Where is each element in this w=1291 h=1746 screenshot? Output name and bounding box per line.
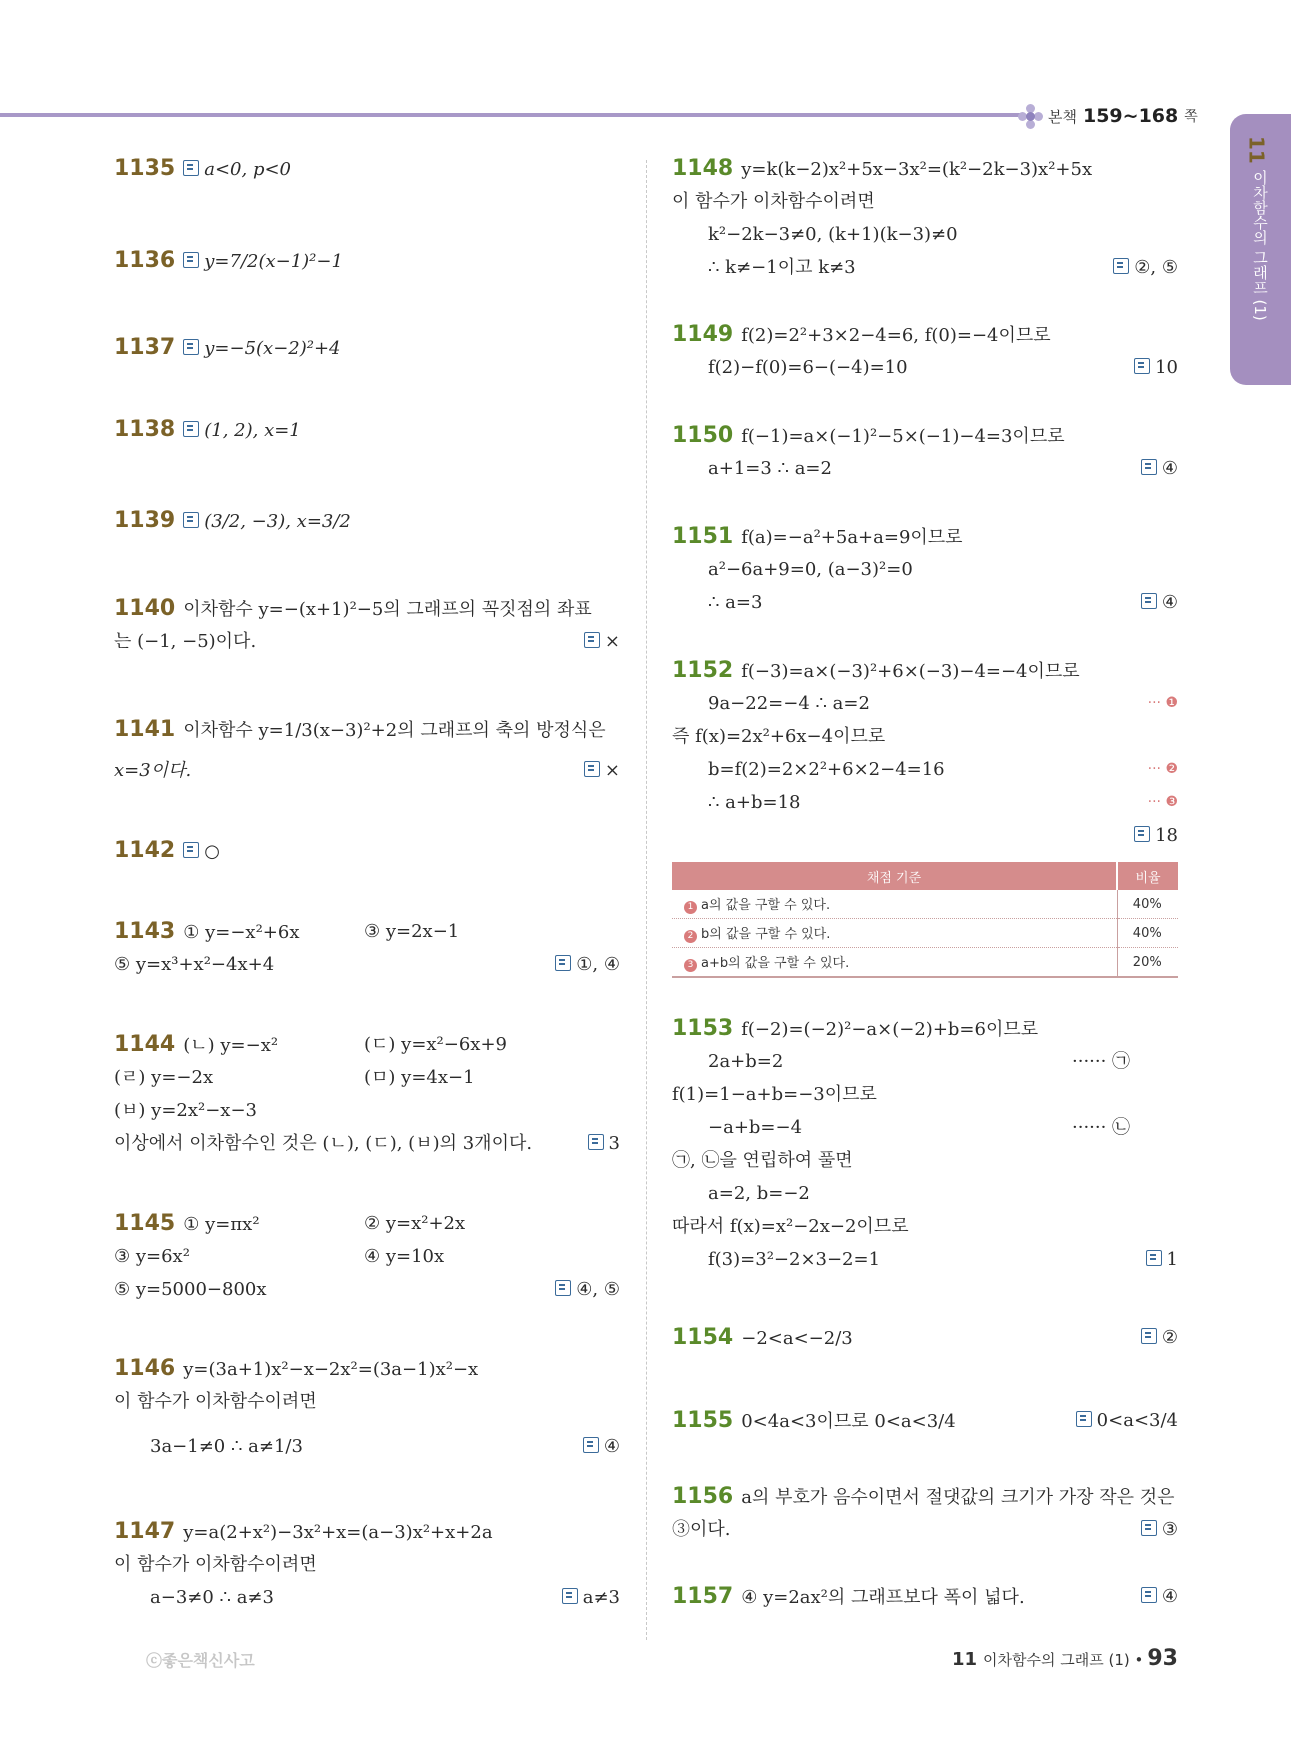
answer-text: ④ — [1161, 592, 1178, 613]
header-rule — [0, 113, 1021, 117]
answer-text: ④ — [1161, 1586, 1178, 1607]
answer-text: (1, 2), x=1 — [204, 420, 301, 441]
answer-text: a<0, p<0 — [204, 159, 291, 180]
choice: ① y=πx² — [183, 1214, 260, 1235]
problem-number: 1153 — [672, 1016, 734, 1041]
text-line: ③이다. — [672, 1519, 731, 1540]
text-line: y=(3a+1)x²−x−2x²=(3a−1)x²−x — [183, 1359, 479, 1380]
step-circle-icon: 3 — [684, 959, 697, 972]
step-circle-icon: 1 — [684, 901, 697, 914]
text-line: 9a−22=−4 ∴ a=2 — [708, 693, 870, 714]
table-row — [672, 948, 1178, 978]
criteria-percent: 20% — [1117, 948, 1178, 978]
choice: ① y=−x²+6x — [183, 922, 300, 943]
text-line: 즉 f(x)=2x²+6x−4이므로 — [672, 726, 886, 747]
answer-box-icon — [183, 421, 199, 437]
page-number: 93 — [1147, 1646, 1178, 1671]
text-line: ∴ k≠−1이고 k≠3 — [708, 257, 856, 278]
problem-number: 1155 — [672, 1408, 734, 1433]
problem-1144 — [114, 1028, 620, 1160]
answer-text: 18 — [1155, 825, 1178, 846]
text-line: b=f(2)=2×2²+6×2−4=16 — [708, 759, 945, 780]
header-label: 본책 — [1048, 107, 1077, 126]
problem-1145 — [114, 1207, 620, 1306]
problem-1137 — [114, 331, 620, 365]
answer-text: ①, ④ — [576, 954, 620, 975]
text-line: 는 (−1, −5)이다. — [114, 631, 257, 652]
text-line: f(2)−f(0)=6−(−4)=10 — [708, 357, 908, 378]
choice: ② y=x²+2x — [364, 1213, 466, 1234]
problem-number: 1137 — [114, 335, 176, 360]
text-line: 이 함수가 이차함수이려면 — [672, 191, 875, 212]
chapter-tab — [1230, 114, 1291, 385]
problem-number: 1138 — [114, 417, 176, 442]
criteria-text: a+b의 값을 구할 수 있다. — [701, 956, 850, 971]
choice: (ㄴ) y=−x² — [183, 1035, 279, 1056]
text-line: ㉠, ㉡을 연립하여 풀면 — [672, 1150, 853, 1171]
text-line: f(−2)=(−2)²−a×(−2)+b=6이므로 — [741, 1019, 1039, 1040]
problem-number: 1142 — [114, 838, 176, 863]
criteria-percent: 40% — [1117, 890, 1178, 919]
choice: (ㄷ) y=x²−6x+9 — [364, 1034, 507, 1055]
choice: ④ y=10x — [364, 1246, 445, 1267]
answer-box-icon — [583, 1437, 599, 1453]
text-line: ④ y=2ax²의 그래프보다 폭이 넓다. — [741, 1587, 1025, 1608]
page-range-header — [1018, 101, 1198, 131]
problem-number: 1139 — [114, 508, 176, 533]
problem-number: 1156 — [672, 1484, 734, 1509]
answer-text: ② — [1161, 1327, 1178, 1348]
text-line: ∴ a+b=18 — [708, 792, 801, 813]
choice: ⑤ y=5000−800x — [114, 1279, 267, 1300]
answer-text: y=−5(x−2)²+4 — [204, 338, 341, 359]
text-line: a의 부호가 음수이면서 절댓값의 크기가 가장 작은 것은 — [741, 1487, 1175, 1508]
answer-box-icon — [1134, 826, 1150, 842]
problem-number: 1146 — [114, 1356, 176, 1381]
choice: (ㅁ) y=4x−1 — [364, 1067, 475, 1088]
text-line: a+1=3 ∴ a=2 — [708, 458, 832, 479]
text-line: 3a−1≠0 ∴ a≠1/3 — [150, 1436, 303, 1457]
problem-1153 — [672, 1012, 1178, 1276]
answer-text: ④ — [603, 1436, 620, 1457]
answer-box-icon — [584, 632, 600, 648]
footer-chapter-number: 11 — [951, 1649, 978, 1670]
problem-1149 — [672, 318, 1178, 384]
text-line: f(3)=3²−2×3−2=1 — [708, 1249, 881, 1270]
problem-1154 — [672, 1321, 1178, 1354]
problem-1152 — [672, 654, 1178, 852]
problem-number: 1151 — [672, 524, 734, 549]
problem-number: 1149 — [672, 322, 734, 347]
step-circle-icon: 2 — [684, 930, 697, 943]
answer-text: a≠3 — [582, 1587, 620, 1608]
text-line: f(2)=2²+3×2−4=6, f(0)=−4이므로 — [741, 325, 1051, 346]
problem-number: 1141 — [114, 717, 176, 742]
problem-number: 1144 — [114, 1032, 176, 1057]
problem-number: 1136 — [114, 248, 176, 273]
answer-text: ○ — [204, 841, 220, 862]
chapter-tab-title: 이차함수의 그래프 (1) — [1251, 169, 1269, 321]
problem-1146 — [114, 1352, 620, 1463]
text-line: 이차함수 y=1/3(x−3)²+2의 그래프의 축의 방정식은 — [183, 720, 606, 741]
answer-box-icon — [588, 1134, 604, 1150]
text-line: −a+b=−4 — [708, 1117, 803, 1138]
answer-box-icon — [183, 160, 199, 176]
answer-box-icon — [1141, 1328, 1157, 1344]
problem-1140 — [114, 592, 620, 658]
criteria-percent: 40% — [1117, 919, 1178, 948]
problem-number: 1140 — [114, 596, 176, 621]
choice: (ㅂ) y=2x²−x−3 — [114, 1100, 257, 1121]
answer-text: 3 — [608, 1133, 620, 1154]
choice: ③ y=6x² — [114, 1246, 190, 1267]
answer-box-icon — [584, 761, 600, 777]
problem-number: 1148 — [672, 156, 734, 181]
problem-1155 — [672, 1404, 1178, 1437]
text-line: ∴ a=3 — [708, 592, 763, 613]
text-line: a=2, b=−2 — [708, 1183, 810, 1204]
footer-chapter-title: 이차함수의 그래프 (1) — [983, 1651, 1130, 1669]
answer-box-icon — [555, 955, 571, 971]
table-row — [672, 890, 1178, 919]
answer-text: ③ — [1161, 1519, 1178, 1540]
problem-1142 — [114, 834, 620, 868]
text-line: a²−6a+9=0, (a−3)²=0 — [708, 559, 913, 580]
answer-box-icon — [1134, 358, 1150, 374]
problem-1150 — [672, 419, 1178, 485]
text-line: f(1)=1−a+b=−3이므로 — [672, 1084, 877, 1105]
text-line: 이차함수 y=−(x+1)²−5의 그래프의 꼭짓점의 좌표 — [183, 599, 592, 620]
problem-1151 — [672, 520, 1178, 619]
problem-1148 — [672, 152, 1178, 284]
answer-text: (3/2, −3), x=3/2 — [204, 511, 351, 532]
header-pages: 159~168 — [1082, 105, 1179, 127]
problem-1138 — [114, 413, 620, 447]
text-line: 2a+b=2 — [708, 1051, 784, 1072]
answer-box-icon — [562, 1588, 578, 1604]
text-line: a−3≠0 ∴ a≠3 — [150, 1587, 274, 1608]
answer-box-icon — [555, 1280, 571, 1296]
answer-box-icon — [183, 512, 199, 528]
problem-number: 1150 — [672, 423, 734, 448]
problem-1136 — [114, 244, 620, 278]
answer-text: 10 — [1155, 357, 1178, 378]
problem-number: 1152 — [672, 658, 734, 683]
choice: ③ y=2x−1 — [364, 921, 460, 942]
copyright-logo: ⓒ좋은책신사고 — [146, 1651, 255, 1670]
problem-number: 1145 — [114, 1211, 176, 1236]
answer-text: ④, ⑤ — [576, 1279, 620, 1300]
equation-marker: ······ ㉠ — [1072, 1051, 1131, 1072]
footer-bullet: • — [1134, 1651, 1144, 1669]
answer-text: ④ — [1161, 458, 1178, 479]
problem-1139 — [114, 504, 620, 538]
problem-1143 — [114, 915, 620, 981]
column-divider — [646, 160, 647, 1640]
text-line: f(−1)=a×(−1)²−5×(−1)−4=3이므로 — [741, 426, 1065, 447]
answer-box-icon — [183, 842, 199, 858]
answer-text: 1 — [1166, 1249, 1178, 1270]
answer-box-icon — [183, 252, 199, 268]
answer-box-icon — [1141, 1520, 1157, 1536]
problem-number: 1147 — [114, 1519, 176, 1544]
choice: (ㄹ) y=−2x — [114, 1067, 214, 1088]
problem-1156 — [672, 1480, 1178, 1546]
problem-1141 — [114, 713, 620, 787]
problem-number: 1154 — [672, 1325, 734, 1350]
text-line: f(a)=−a²+5a+a=9이므로 — [741, 527, 963, 548]
problem-number: 1135 — [114, 156, 176, 181]
problem-1157 — [672, 1580, 1178, 1613]
text-line: f(−3)=a×(−3)²+6×(−3)−4=−4이므로 — [741, 661, 1080, 682]
problem-number: 1157 — [672, 1584, 734, 1609]
answer-box-icon — [1141, 593, 1157, 609]
answer-text: ②, ⑤ — [1134, 257, 1178, 278]
text-line: −2<a<−2/3 — [741, 1328, 853, 1349]
problem-number: 1143 — [114, 919, 176, 944]
scoring-criteria-table — [672, 862, 1178, 978]
chapter-tab-number: 11 — [1244, 136, 1269, 164]
text-line: 이 함수가 이차함수이려면 — [114, 1554, 317, 1575]
flower-icon — [1018, 104, 1042, 128]
answer-box-icon — [1141, 459, 1157, 475]
table-header: 채점 기준 — [672, 862, 1117, 890]
answer-text: y=7/2(x−1)²−1 — [204, 251, 343, 272]
problem-1135 — [114, 152, 620, 186]
answer-text: 0<a<3/4 — [1096, 1410, 1178, 1431]
table-header: 비율 — [1117, 862, 1178, 890]
step-marker: ··· ❸ — [1147, 794, 1178, 810]
answer-box-icon — [1113, 258, 1129, 274]
text-line: y=a(2+x²)−3x²+x=(a−3)x²+x+2a — [183, 1522, 493, 1543]
answer-text: × — [604, 760, 620, 781]
answer-box-icon — [183, 339, 199, 355]
step-marker: ··· ❶ — [1147, 695, 1178, 711]
text-line: 0<4a<3이므로 0<a<3/4 — [741, 1411, 956, 1432]
text-line: x=3이다. — [114, 760, 192, 781]
equation-marker: ······ ㉡ — [1072, 1117, 1131, 1138]
header-suffix: 쪽 — [1184, 109, 1198, 125]
text-line: k²−2k−3≠0, (k+1)(k−3)≠0 — [708, 224, 958, 245]
criteria-text: b의 값을 구할 수 있다. — [701, 927, 831, 942]
answer-text: × — [604, 631, 620, 652]
answer-box-icon — [1076, 1411, 1092, 1427]
table-row — [672, 919, 1178, 948]
page-footer — [952, 1646, 1178, 1671]
text-line: 이상에서 이차함수인 것은 (ㄴ), (ㄷ), (ㅂ)의 3개이다. — [114, 1133, 533, 1154]
answer-box-icon — [1146, 1250, 1162, 1266]
step-marker: ··· ❷ — [1147, 761, 1178, 777]
problem-1147 — [114, 1515, 620, 1614]
text-line: y=k(k−2)x²+5x−3x²=(k²−2k−3)x²+5x — [741, 159, 1093, 180]
choice: ⑤ y=x³+x²−4x+4 — [114, 954, 275, 975]
answer-box-icon — [1141, 1587, 1157, 1603]
criteria-text: a의 값을 구할 수 있다. — [701, 898, 831, 913]
text-line: 이 함수가 이차함수이려면 — [114, 1391, 317, 1412]
text-line: 따라서 f(x)=x²−2x−2이므로 — [672, 1216, 909, 1237]
